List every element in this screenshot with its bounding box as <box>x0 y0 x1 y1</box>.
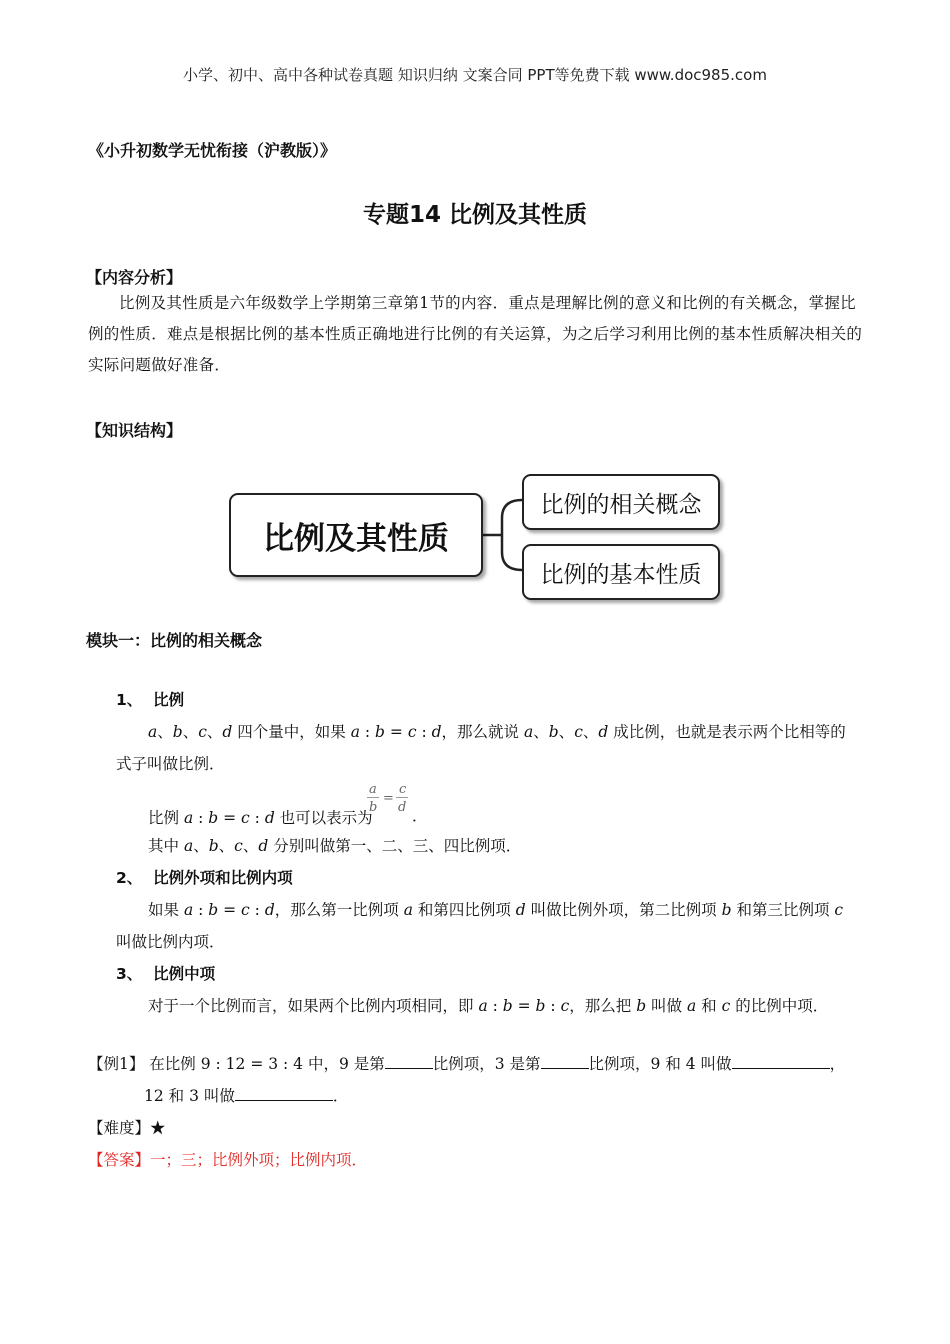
item3-text: 对于一个比例而言，如果两个比例内项相同，即 a : b = b : c，那么把 b 叫做 a 和 c 的比例中项． <box>148 997 829 1015</box>
example1-difficulty <box>88 1116 166 1138</box>
item-title: 比例外项和比例内项 <box>153 869 293 887</box>
item1-period: ． <box>412 807 428 825</box>
item-number: 1、 <box>116 691 143 709</box>
mind-map-branch-label: 比例的基本性质 <box>540 561 702 588</box>
answer-label: 【答案】 <box>88 1151 151 1169</box>
star-icon: ★ <box>150 1119 166 1137</box>
fraction-denominator: d <box>398 800 407 815</box>
content-analysis-text: 比例及其性质是六年级数学上学期第三章第1节的内容．重点是理解比例的意义和比例的有关概念，掌握比例的性质．难点是根据比例的基本性质正确地进行比例的有关运算，为之后学习利用比例的基本性质解决相关的实际问题做好准备． <box>88 294 863 374</box>
item-number: 2、 <box>116 869 143 887</box>
mind-map-branch-properties <box>522 544 720 600</box>
fraction-bar <box>396 797 408 798</box>
item1-text-line1: a、b、c、d 四个量中，如果 a : b = c : d，那么就说 a、b、c、d 成比例，也就是表示两个比相等的 <box>148 723 846 741</box>
item-title: 比例 <box>153 691 185 709</box>
item1-heading <box>116 688 184 710</box>
answer-blank[interactable] <box>385 1053 433 1069</box>
item2-heading <box>116 866 293 888</box>
item3-heading <box>116 962 215 984</box>
fraction-bar <box>367 797 379 798</box>
module1-heading: 模块一：比例的相关概念 <box>86 631 263 650</box>
page-title: 专题14 比例及其性质 <box>362 202 587 228</box>
answer-text: 一；三；比例外项；比例内项． <box>150 1151 368 1169</box>
mind-map-root <box>229 493 483 577</box>
example1-answer <box>88 1148 367 1170</box>
difficulty-label: 【难度】 <box>88 1119 151 1137</box>
knowledge-structure-heading: 【知识结构】 <box>86 421 183 440</box>
answer-blank[interactable] <box>732 1053 830 1069</box>
item2-text-line1: 如果 a : b = c : d，那么第一比例项 a 和第四比例项 d 叫做比例外项，第二比例项 b 和第三比例项 c <box>148 901 844 919</box>
answer-blank[interactable] <box>235 1085 333 1101</box>
item-title: 比例中项 <box>153 965 216 983</box>
item1-text-line4: 其中 a、b、c、d 分别叫做第一、二、三、四比例项． <box>148 837 522 855</box>
fraction-c-over-d: c <box>399 782 407 797</box>
item1-text-line3: 比例 a : b = c : d 也可以表示为 <box>148 809 373 827</box>
page-header: 小学、初中、高中各种试卷真题 知识归纳 文案合同 PPT等免费下载 www.doc985.com <box>183 66 767 84</box>
fraction-a-over-b: a <box>369 782 377 797</box>
content-analysis-heading: 【内容分析】 <box>86 268 183 287</box>
fraction-equals: = <box>383 791 394 806</box>
item-number: 3、 <box>116 965 143 983</box>
example1-line1: 【例1】 在比例 9 : 12 = 3 : 4 中，9 是第 比例项，3 是第 比例项，9 和 4 叫做 ， <box>88 1055 846 1073</box>
item2-text-line2: 叫做比例内项． <box>116 933 225 951</box>
mind-map-root-label: 比例及其性质 <box>263 520 449 557</box>
series-title: 《小升初数学无忧衔接（沪教版）》 <box>88 141 337 160</box>
item1-text-line2: 式子叫做比例． <box>116 755 225 773</box>
example1-line2: 12 和 3 叫做 ． <box>144 1087 349 1105</box>
mind-map-branch-label: 比例的相关概念 <box>540 491 702 518</box>
fraction-denominator: b <box>369 800 378 815</box>
example1-label: 【例1】 <box>88 1055 145 1073</box>
mind-map-branch-concepts <box>522 474 720 530</box>
answer-blank[interactable] <box>541 1053 589 1069</box>
